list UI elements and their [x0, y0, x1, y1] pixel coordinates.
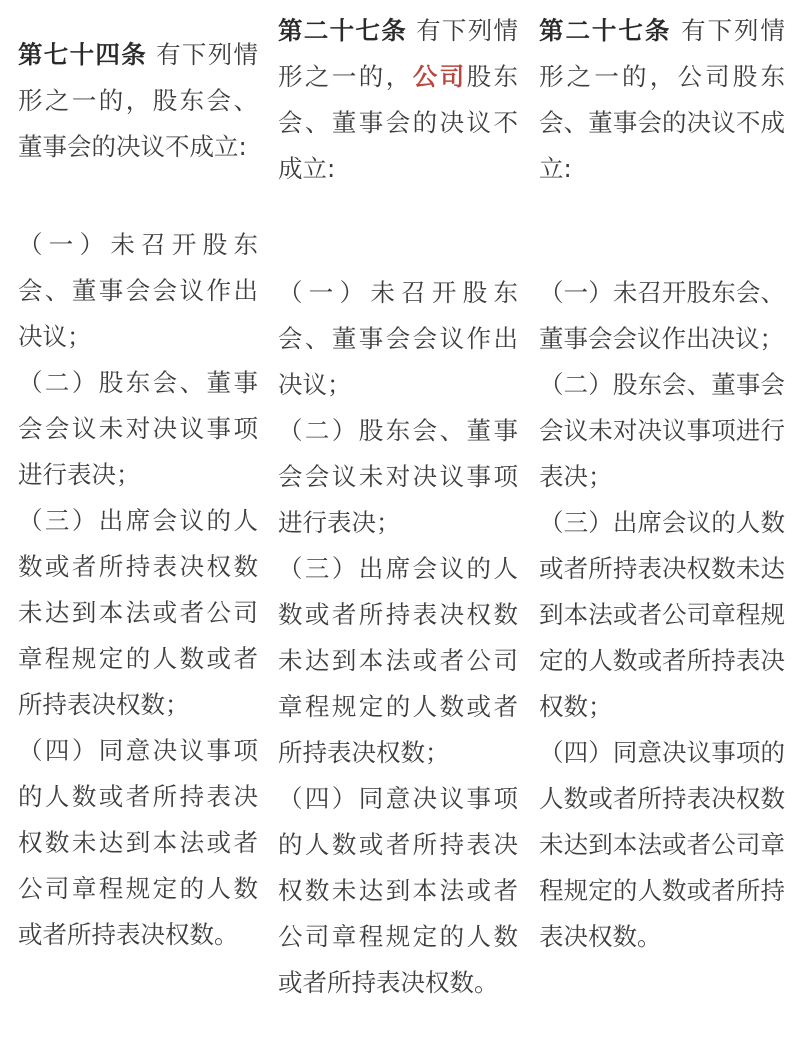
article-column-1 [18, 0, 258, 958]
article-item-1: （一）未召开股东会、董事会会议作出决议； [278, 278, 518, 399]
highlighted-text: 公司 [412, 62, 467, 91]
article-number: 第七十四条 [18, 40, 148, 69]
article-number: 第二十七条 [278, 16, 408, 45]
article-item-1: （一）未召开股东会、董事会会议作出决议； [539, 278, 785, 353]
article-item-2: （二）股东会、董事会会议未对决议事项进行表决； [18, 368, 258, 489]
article-intro-text-rest: 股东会、董事会的决议不成立: [278, 62, 518, 183]
article-intro [278, 8, 518, 192]
article-intro [539, 8, 785, 192]
article-item-4: （四）同意决议事项的人数或者所持表决权数未达到本法或者公司章程规定的人数或者所持表决权数。 [539, 738, 785, 951]
article-item-4: （四）同意决议事项的人数或者所持表决权数未达到本法或者公司章程规定的人数或者所持表决权数。 [18, 736, 258, 949]
article-item-1: （一）未召开股东会、董事会会议作出决议； [18, 230, 258, 351]
article-item-3: （三）出席会议的人数或者所持表决权数未达到本法或者公司章程规定的人数或者所持表决权数； [539, 508, 785, 721]
article-item-3: （三）出席会议的人数或者所持表决权数未达到本法或者公司章程规定的人数或者所持表决权数； [278, 554, 518, 767]
article-item-2: （二）股东会、董事会会议未对决议事项进行表决； [539, 370, 785, 491]
article-intro-text: 有下列情形之一的， [278, 16, 519, 91]
article-item-4: （四）同意决议事项的人数或者所持表决权数未达到本法或者公司章程规定的人数或者所持表决权数。 [278, 784, 518, 997]
article-column-3 [539, 0, 785, 960]
article-intro-text-rest: 公司股东会、董事会的决议不成立: [539, 62, 785, 183]
article-number: 第二十七条 [539, 16, 672, 45]
article-intro-text: 有下列情形之一的， [539, 16, 785, 91]
article-intro [18, 32, 258, 170]
article-item-3: （三）出席会议的人数或者所持表决权数未达到本法或者公司章程规定的人数或者所持表决权数； [18, 506, 258, 719]
article-column-2 [278, 0, 518, 1006]
article-item-2: （二）股东会、董事会会议未对决议事项进行表决； [278, 416, 518, 537]
article-intro-text-rest: 股东会、董事会的决议不成立: [18, 86, 258, 161]
article-intro-text: 有下列情形之一的， [18, 40, 259, 115]
